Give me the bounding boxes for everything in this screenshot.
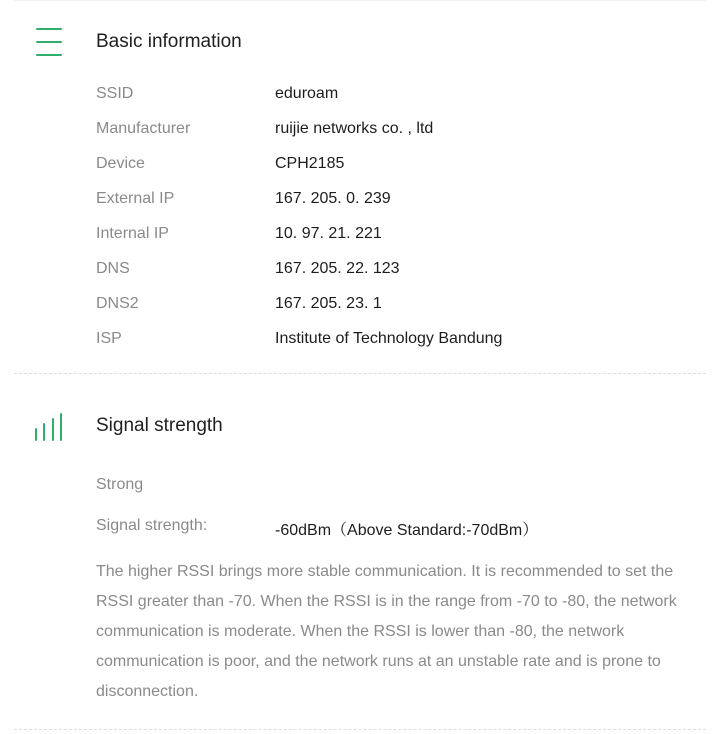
signal-strength-value: -60dBm（Above Standard:-70dBm） bbox=[275, 522, 539, 539]
manufacturer-value: ruijie networks co. , ltd bbox=[275, 120, 434, 137]
bottom-divider bbox=[14, 729, 706, 730]
section-divider bbox=[14, 373, 706, 374]
internal-ip-value: 10. 97. 21. 221 bbox=[275, 225, 382, 242]
signal-description: The higher RSSI brings more stable communication. It is recommended to set the RSSI greater than -70. When the RSSI is in the range from -70 to -80, the network communication is moderate. When the RSSI is lower than -80, the network communication is poor, and the network runs at an unstable rate and is prone to disconnection. bbox=[96, 563, 677, 700]
top-divider bbox=[14, 0, 706, 1]
isp-label: ISP bbox=[96, 330, 122, 347]
manufacturer-label: Manufacturer bbox=[96, 120, 191, 137]
external-ip-value: 167. 205. 0. 239 bbox=[275, 190, 391, 207]
dns-label: DNS bbox=[96, 260, 130, 277]
internal-ip-label: Internal IP bbox=[96, 225, 169, 242]
dns-value: 167. 205. 22. 123 bbox=[275, 260, 400, 277]
isp-value: Institute of Technology Bandung bbox=[275, 330, 503, 347]
external-ip-label: External IP bbox=[96, 190, 175, 207]
signal-strength-title: Signal strength bbox=[96, 415, 223, 436]
ssid-label: SSID bbox=[96, 85, 134, 102]
dns2-value: 167. 205. 23. 1 bbox=[275, 295, 382, 312]
menu-icon bbox=[36, 28, 62, 56]
ssid-value: eduroam bbox=[275, 85, 339, 102]
device-value: CPH2185 bbox=[275, 155, 345, 172]
signal-bars-icon bbox=[35, 413, 63, 441]
dns2-label: DNS2 bbox=[96, 295, 139, 312]
signal-strength-label: Signal strength: bbox=[96, 517, 208, 534]
basic-information-title: Basic information bbox=[96, 31, 242, 52]
signal-level-text: Strong bbox=[96, 476, 144, 493]
device-label: Device bbox=[96, 155, 145, 172]
